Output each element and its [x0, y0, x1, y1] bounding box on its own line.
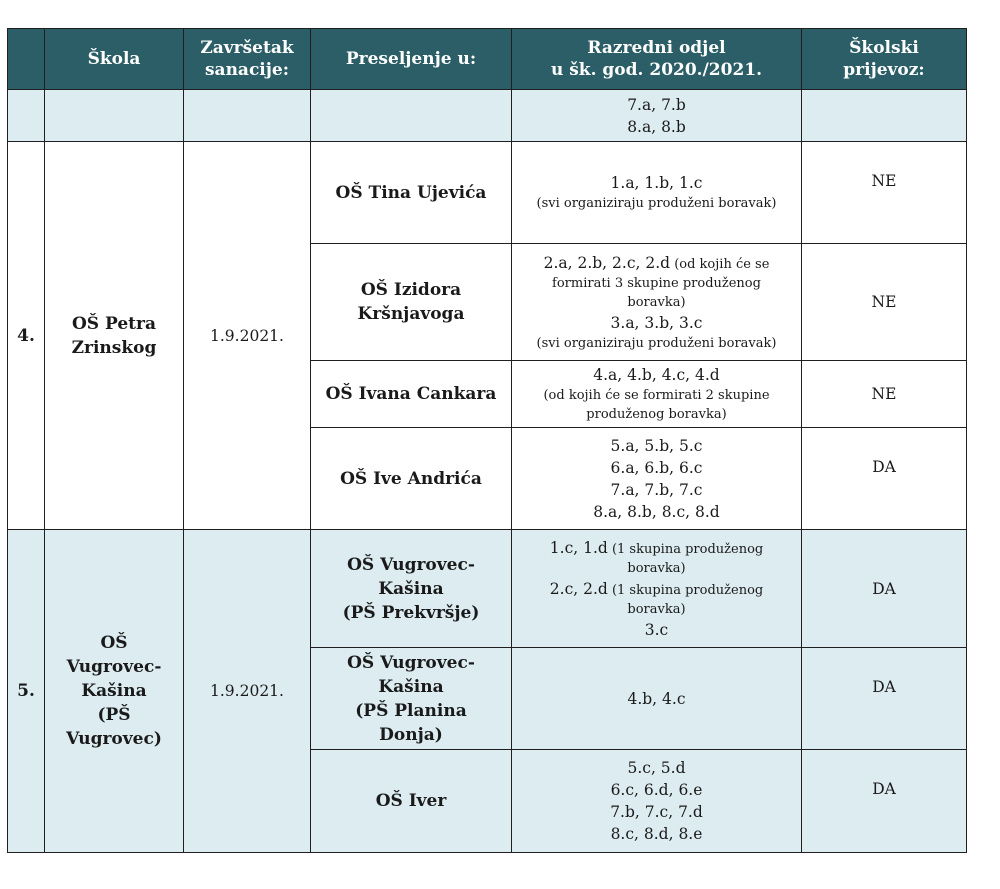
header-row: [8, 29, 967, 90]
relocation-cell: OŠ Ive Andrića: [311, 428, 512, 530]
relocation-cell: OŠ Iver: [311, 750, 512, 853]
table-row: [8, 530, 967, 648]
transport-cell: NE: [802, 244, 967, 361]
transport-cell: DA: [802, 648, 967, 750]
header-transport: Školski prijevoz:: [802, 29, 967, 90]
school-cell: OŠ Petra Zrinskog: [45, 142, 184, 530]
class-cell: 1.a, 1.b, 1.c (svi organiziraju produženi boravak): [512, 142, 802, 244]
relocation-cell: OŠ Tina Ujevića: [311, 142, 512, 244]
relocation-cell: OŠ Vugrovec- Kašina (PŠ Planina Donja): [311, 648, 512, 750]
table-row-continued: [8, 90, 967, 142]
relocation-cell: OŠ Izidora Kršnjavoga: [311, 244, 512, 361]
transport-cell: DA: [802, 530, 967, 648]
header-relocation: Preseljenje u:: [311, 29, 512, 90]
class-cell: 7.a, 7.b 8.a, 8.b: [512, 90, 802, 142]
header-class: Razredni odjel u šk. god. 2020./2021.: [512, 29, 802, 90]
header-number: [8, 29, 45, 90]
class-cell: 5.c, 5.d 6.c, 6.d, 6.e 7.b, 7.c, 7.d 8.c, 8.d, 8.e: [512, 750, 802, 853]
relocation-cell: OŠ Ivana Cankara: [311, 361, 512, 428]
transport-cell: DA: [802, 428, 967, 530]
row-number: 4.: [8, 142, 45, 530]
header-school: Škola: [45, 29, 184, 90]
transport-cell: NE: [802, 142, 967, 244]
class-cell: 4.a, 4.b, 4.c, 4.d (od kojih će se formirati 2 skupine produženog boravka): [512, 361, 802, 428]
row-number: 5.: [8, 530, 45, 853]
school-cell: OŠ Vugrovec- Kašina (PŠ Vugrovec): [45, 530, 184, 853]
end-date-cell: 1.9.2021.: [184, 530, 311, 853]
class-cell: 1.c, 1.d (1 skupina produženog boravka) 2.c, 2.d (1 skupina produženog boravka) 3.c: [512, 530, 802, 648]
transport-cell: NE: [802, 361, 967, 428]
class-cell: 2.a, 2.b, 2.c, 2.d (od kojih će se formirati 3 skupine produženog boravka) 3.a, 3.b, 3.c (svi organiziraju produženi boravak): [512, 244, 802, 361]
relocation-cell: OŠ Vugrovec- Kašina (PŠ Prekvršje): [311, 530, 512, 648]
class-cell: 4.b, 4.c: [512, 648, 802, 750]
header-end-date: Završetak sanacije:: [184, 29, 311, 90]
relocation-table: [7, 28, 967, 853]
transport-cell: DA: [802, 750, 967, 853]
table-row: [8, 142, 967, 244]
end-date-cell: 1.9.2021.: [184, 142, 311, 530]
class-cell: 5.a, 5.b, 5.c 6.a, 6.b, 6.c 7.a, 7.b, 7.c 8.a, 8.b, 8.c, 8.d: [512, 428, 802, 530]
